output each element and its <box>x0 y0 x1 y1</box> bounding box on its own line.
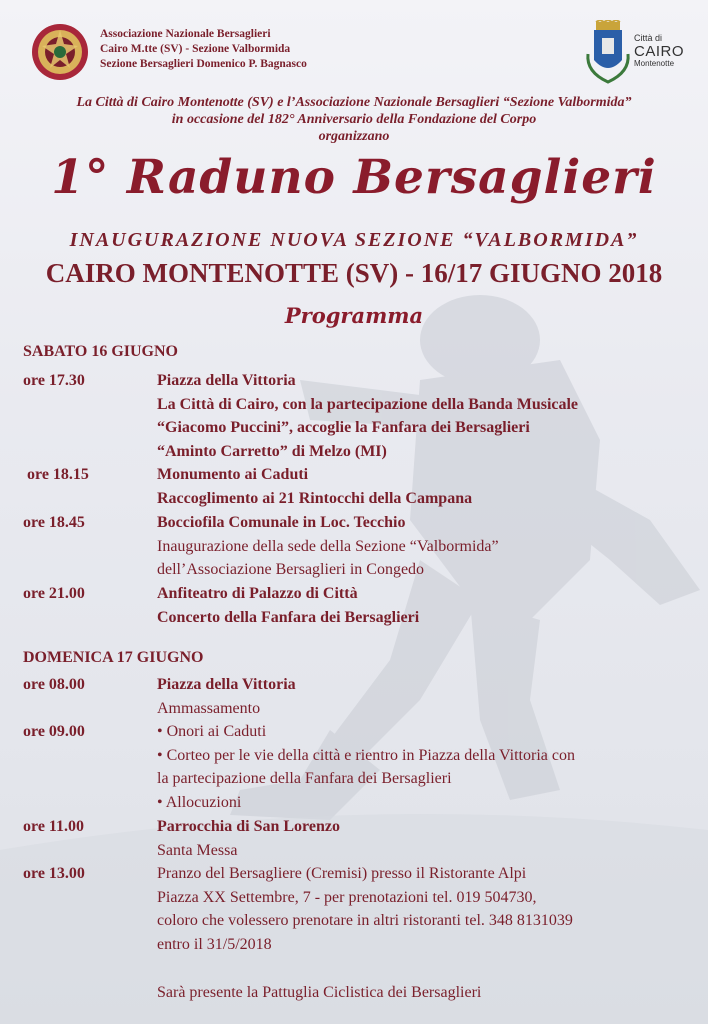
city-logo <box>584 20 704 90</box>
event-place: Monumento ai Caduti <box>157 466 309 483</box>
event-detail: dell’Associazione Bersaglieri in Congedo <box>157 561 425 578</box>
event-detail: Inaugurazione della sede della Sezione “Valbormida” <box>157 537 499 555</box>
event-description <box>157 673 697 720</box>
event-place: Parrocchia di San Lorenzo <box>157 818 340 835</box>
event-title: 1° Raduno Bersaglieri <box>51 150 657 205</box>
event-location-date: CAIRO MONTENOTTE (SV) - 16/17 GIUGNO 2018 <box>45 258 663 288</box>
event-time: ore 18.45 <box>23 514 85 531</box>
event-time: ore 17.30 <box>23 372 85 389</box>
event-detail: Raccoglimento ai 21 Rintocchi della Campana <box>157 489 473 507</box>
city-logo-text <box>634 34 684 68</box>
event-place: Piazza della Vittoria <box>157 676 296 693</box>
event-detail: • Onori ai Caduti <box>157 723 267 740</box>
event-time: ore 11.00 <box>23 818 85 835</box>
event-description <box>157 369 697 463</box>
event-place: Piazza della Vittoria <box>157 372 296 389</box>
event-detail: Pranzo del Bersagliere (Cremisi) presso il Ristorante Alpi <box>157 865 527 882</box>
city-shield-icon <box>584 20 632 86</box>
day-heading-sunday: DOMENICA 17 GIUGNO <box>23 649 204 666</box>
event-subtitle: INAUGURAZIONE NUOVA SEZIONE “VALBORMIDA” <box>69 229 639 251</box>
event-place: Anfiteatro di Palazzo di Città <box>157 585 358 602</box>
event-time: ore 13.00 <box>23 865 85 882</box>
day-heading-saturday: SABATO 16 GIUGNO <box>23 343 178 360</box>
event-detail: • Corteo per le vie della città e rientro in Piazza della Vittoria con <box>157 746 575 764</box>
event-detail: La Città di Cairo, con la partecipazione della Banda Musicale <box>157 395 579 413</box>
event-place: Bocciofila Comunale in Loc. Tecchio <box>157 514 406 531</box>
event-description <box>157 720 697 814</box>
association-line: Sezione Bersaglieri Domenico P. Bagnasco <box>100 58 307 70</box>
event-description <box>157 511 697 582</box>
intro-line: in occasione del 182° Anniversario della Fondazione del Corpo <box>171 112 537 127</box>
event-detail: Concerto della Fanfara dei Bersaglieri <box>157 608 420 626</box>
footer-note: Sarà presente la Pattuglia Ciclistica dei Bersaglieri <box>157 984 482 1001</box>
intro-text <box>0 94 708 145</box>
intro-line: La Città di Cairo Montenotte (SV) e l’Associazione Nazionale Bersaglieri “Sezione Valbormida” <box>76 95 632 110</box>
event-detail: Ammassamento <box>157 699 261 717</box>
event-detail: Piazza XX Settembre, 7 - per prenotazioni tel. 019 504730, <box>157 888 537 906</box>
event-detail: coloro che volessero prenotare in altri ristoranti tel. 348 8131039 <box>157 912 573 929</box>
event-detail: • Allocuzioni <box>157 793 242 811</box>
city-logo-small: Città di <box>634 33 663 43</box>
event-time: ore 09.00 <box>23 723 85 740</box>
event-time: ore 18.15 <box>27 466 89 483</box>
intro-line: organizzano <box>318 129 390 144</box>
event-detail: “Giacomo Puccini”, accoglie la Fanfara dei Bersaglieri <box>157 419 530 436</box>
bersaglieri-emblem-icon <box>30 22 90 82</box>
association-header <box>100 27 307 72</box>
event-description <box>157 862 697 956</box>
city-logo-big: CAIRO <box>634 43 685 60</box>
programma-heading: Programma <box>284 303 424 328</box>
event-detail: Santa Messa <box>157 841 238 859</box>
event-detail: la partecipazione della Fanfara dei Bersaglieri <box>157 770 452 787</box>
event-description <box>157 463 697 510</box>
association-line: Cairo M.tte (SV) - Sezione Valbormida <box>100 43 291 55</box>
event-description <box>157 582 697 629</box>
event-description <box>157 815 697 862</box>
city-logo-sub: Montenotte <box>634 59 675 68</box>
association-line: Associazione Nazionale Bersaglieri <box>100 28 271 40</box>
event-time: ore 08.00 <box>23 676 85 693</box>
event-detail: entro il 31/5/2018 <box>157 935 272 953</box>
event-time: ore 21.00 <box>23 585 85 602</box>
event-detail: “Aminto Carretto” di Melzo (MI) <box>157 442 387 460</box>
